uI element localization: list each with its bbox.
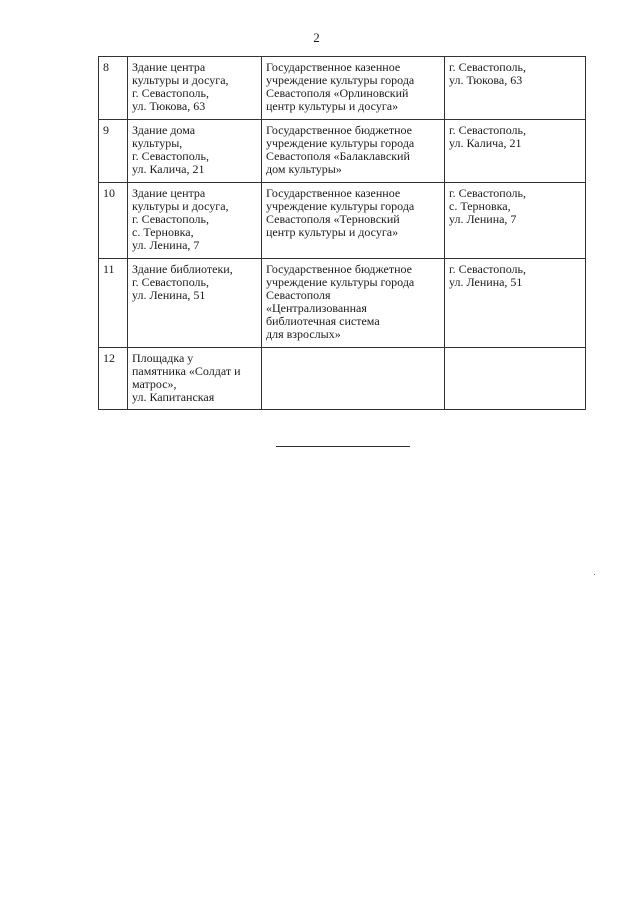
organization-cell: Государственное бюджетное учреждение культуры города Севастополя «Централизованная библиотечная система для взрослых»: [266, 262, 415, 341]
table-row: [99, 57, 586, 120]
row-number: 9: [99, 120, 128, 183]
table-row: [99, 183, 586, 259]
organization-cell: Государственное бюджетное учреждение культуры города Севастополя «Балаклавский дом культуры»: [266, 123, 415, 176]
table-row: [99, 259, 586, 348]
table-row: [99, 120, 586, 183]
object-cell: Здание центра культуры и досуга, г. Севастополь, ул. Тюкова, 63: [132, 60, 229, 113]
object-cell: Площадка у памятника «Солдат и матрос», ул. Капитанская: [132, 351, 241, 404]
row-number: 10: [99, 183, 128, 259]
organization-cell: Государственное казенное учреждение культуры города Севастополя «Терновский центр культуры и досуга»: [266, 186, 415, 239]
object-cell: Здание дома культуры, г. Севастополь, ул. Калича, 21: [132, 123, 210, 176]
venues-table: [98, 56, 586, 410]
table-row: [99, 348, 586, 410]
row-number: 11: [99, 259, 128, 348]
address-cell: г. Севастополь, с. Терновка, ул. Ленина, 7: [449, 186, 527, 226]
closing-rule: [276, 446, 410, 447]
address-cell: г. Севастополь, ул. Калича, 21: [449, 123, 527, 150]
address-cell: г. Севастополь, ул. Ленина, 51: [449, 262, 527, 289]
row-number: 12: [99, 348, 128, 410]
page-number: 2: [313, 30, 320, 45]
scan-speck: [594, 574, 595, 575]
address-cell: г. Севастополь, ул. Тюкова, 63: [449, 60, 527, 87]
organization-cell: Государственное казенное учреждение культуры города Севастополя «Орлиновский центр культуры и досуга»: [266, 60, 415, 113]
object-cell: Здание центра культуры и досуга, г. Севастополь, с. Терновка, ул. Ленина, 7: [132, 186, 229, 252]
row-number: 8: [99, 57, 128, 120]
object-cell: Здание библиотеки, г. Севастополь, ул. Ленина, 51: [132, 262, 233, 302]
